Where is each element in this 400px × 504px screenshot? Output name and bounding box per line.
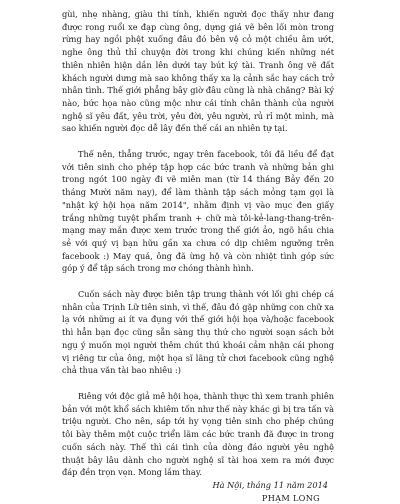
paragraph-editing-note: Cuốn sách này được biên tập trung thành với lối ghi chép cá nhân của Trịnh Lữ tiên sinh, vì thế, đâu đó gặp những con chữ xa lạ với những ai ít va đụng với thế giới hội họa và/hoặc facebook thì hẳn bạn đọc cũng sẵn sàng thụ thứ cho người soạn sách bởi ngụ ý muốn mọi người thêm chút thú khoái cảm nhận cái phong vị riêng tư của ông, một họa sĩ lãng tử chơi facebook cũng nghệ chả thua văn tài bao nhiêu :) — [62, 289, 334, 376]
document-page — [62, 8, 334, 504]
paragraph-gap — [62, 377, 334, 390]
paragraph-exhibition-hope: Riêng với độc giả mê hội họa, thành thực thì xem tranh phiên bản với một khổ sách khiêm tốn như thế này khác gì bị tra tấn và triệu người. Cho nên, sáp tới hy vọng tiên sinh cho phép chúng tôi bày thêm một cuộc triển lãm các bức tranh đã được in trong cuốn sách này. Thế thì cái tình của dòng đáo người yêu nghệ thuật bây lâu dành cho người nghệ sĩ tài hoa xem ra mới được đáp đền trọn vẹn. Mong lắm thay. — [62, 390, 334, 478]
signature-author: PHẠM LONG — [261, 492, 320, 503]
paragraph-facebook-request: Thế nên, thẳng trước, ngay trên facebook, tôi đã liều để đạt với tiên sinh cho phép tập hợp các bức tranh và những bản ghi trong ngót 100 ngày đi vẽ miên man (từ 14 tháng Bảy đến 20 tháng Mười năm nay), để làm thành tập sách mỏng tạm gọi là "nhật ký hội họa năm 2014", nhằm định vị vào mục đen giấy trắng những tuyệt phẩm tranh + chữ mà tôi-kẻ-lang-thang-trên-mạng may mắn được xem trước trong thế giới ảo, ngõ hầu chia sẻ với quý vị bạn hữu gần xa chưa có dịp chiêm ngưỡng trên facebook :) May quá, ông đã ừng hộ và còn nhiệt tình góp sức góp ý để tập sách trong mơ chóng thành hình. — [62, 149, 334, 274]
paragraph-gap — [62, 135, 334, 148]
paragraph-gap — [62, 275, 334, 288]
signature-place-date: Hà Nội, tháng 11 năm 2014 — [212, 479, 328, 490]
paragraph-intro-continued: gùi, nhẹ nhàng, giàu thi tính, khiến người đọc thấy như đang được rong ruổi xe đạp cùng ông, dựng giá vẽ bên lối mòn trong rừng hay ngồi phệt xuống đâu đó bên vệ cỏ một chiều âm ướt, nghe ông thủ thỉ chuyện đời trong khi chúng kiến những nét thiên nhiên hiện dần lên dưới tay bút ký tài. Tranh ông vẽ đất khách người dưng mà sao không thấy xa lạ cảnh sắc hay cách trở nhân tình. Thế giới phẳng bây giờ đâu cũng là nhà chăng? Bài ký nào, bức họa nào cũng mộc như cái tính chân thành của người nghệ sĩ yêu đất, yêu trời, yêu đời, yêu người, rủ rỉ một mình, mà sao khiến người đọc dễ lây đến thế cái an nhiên tự tại. — [62, 9, 334, 134]
